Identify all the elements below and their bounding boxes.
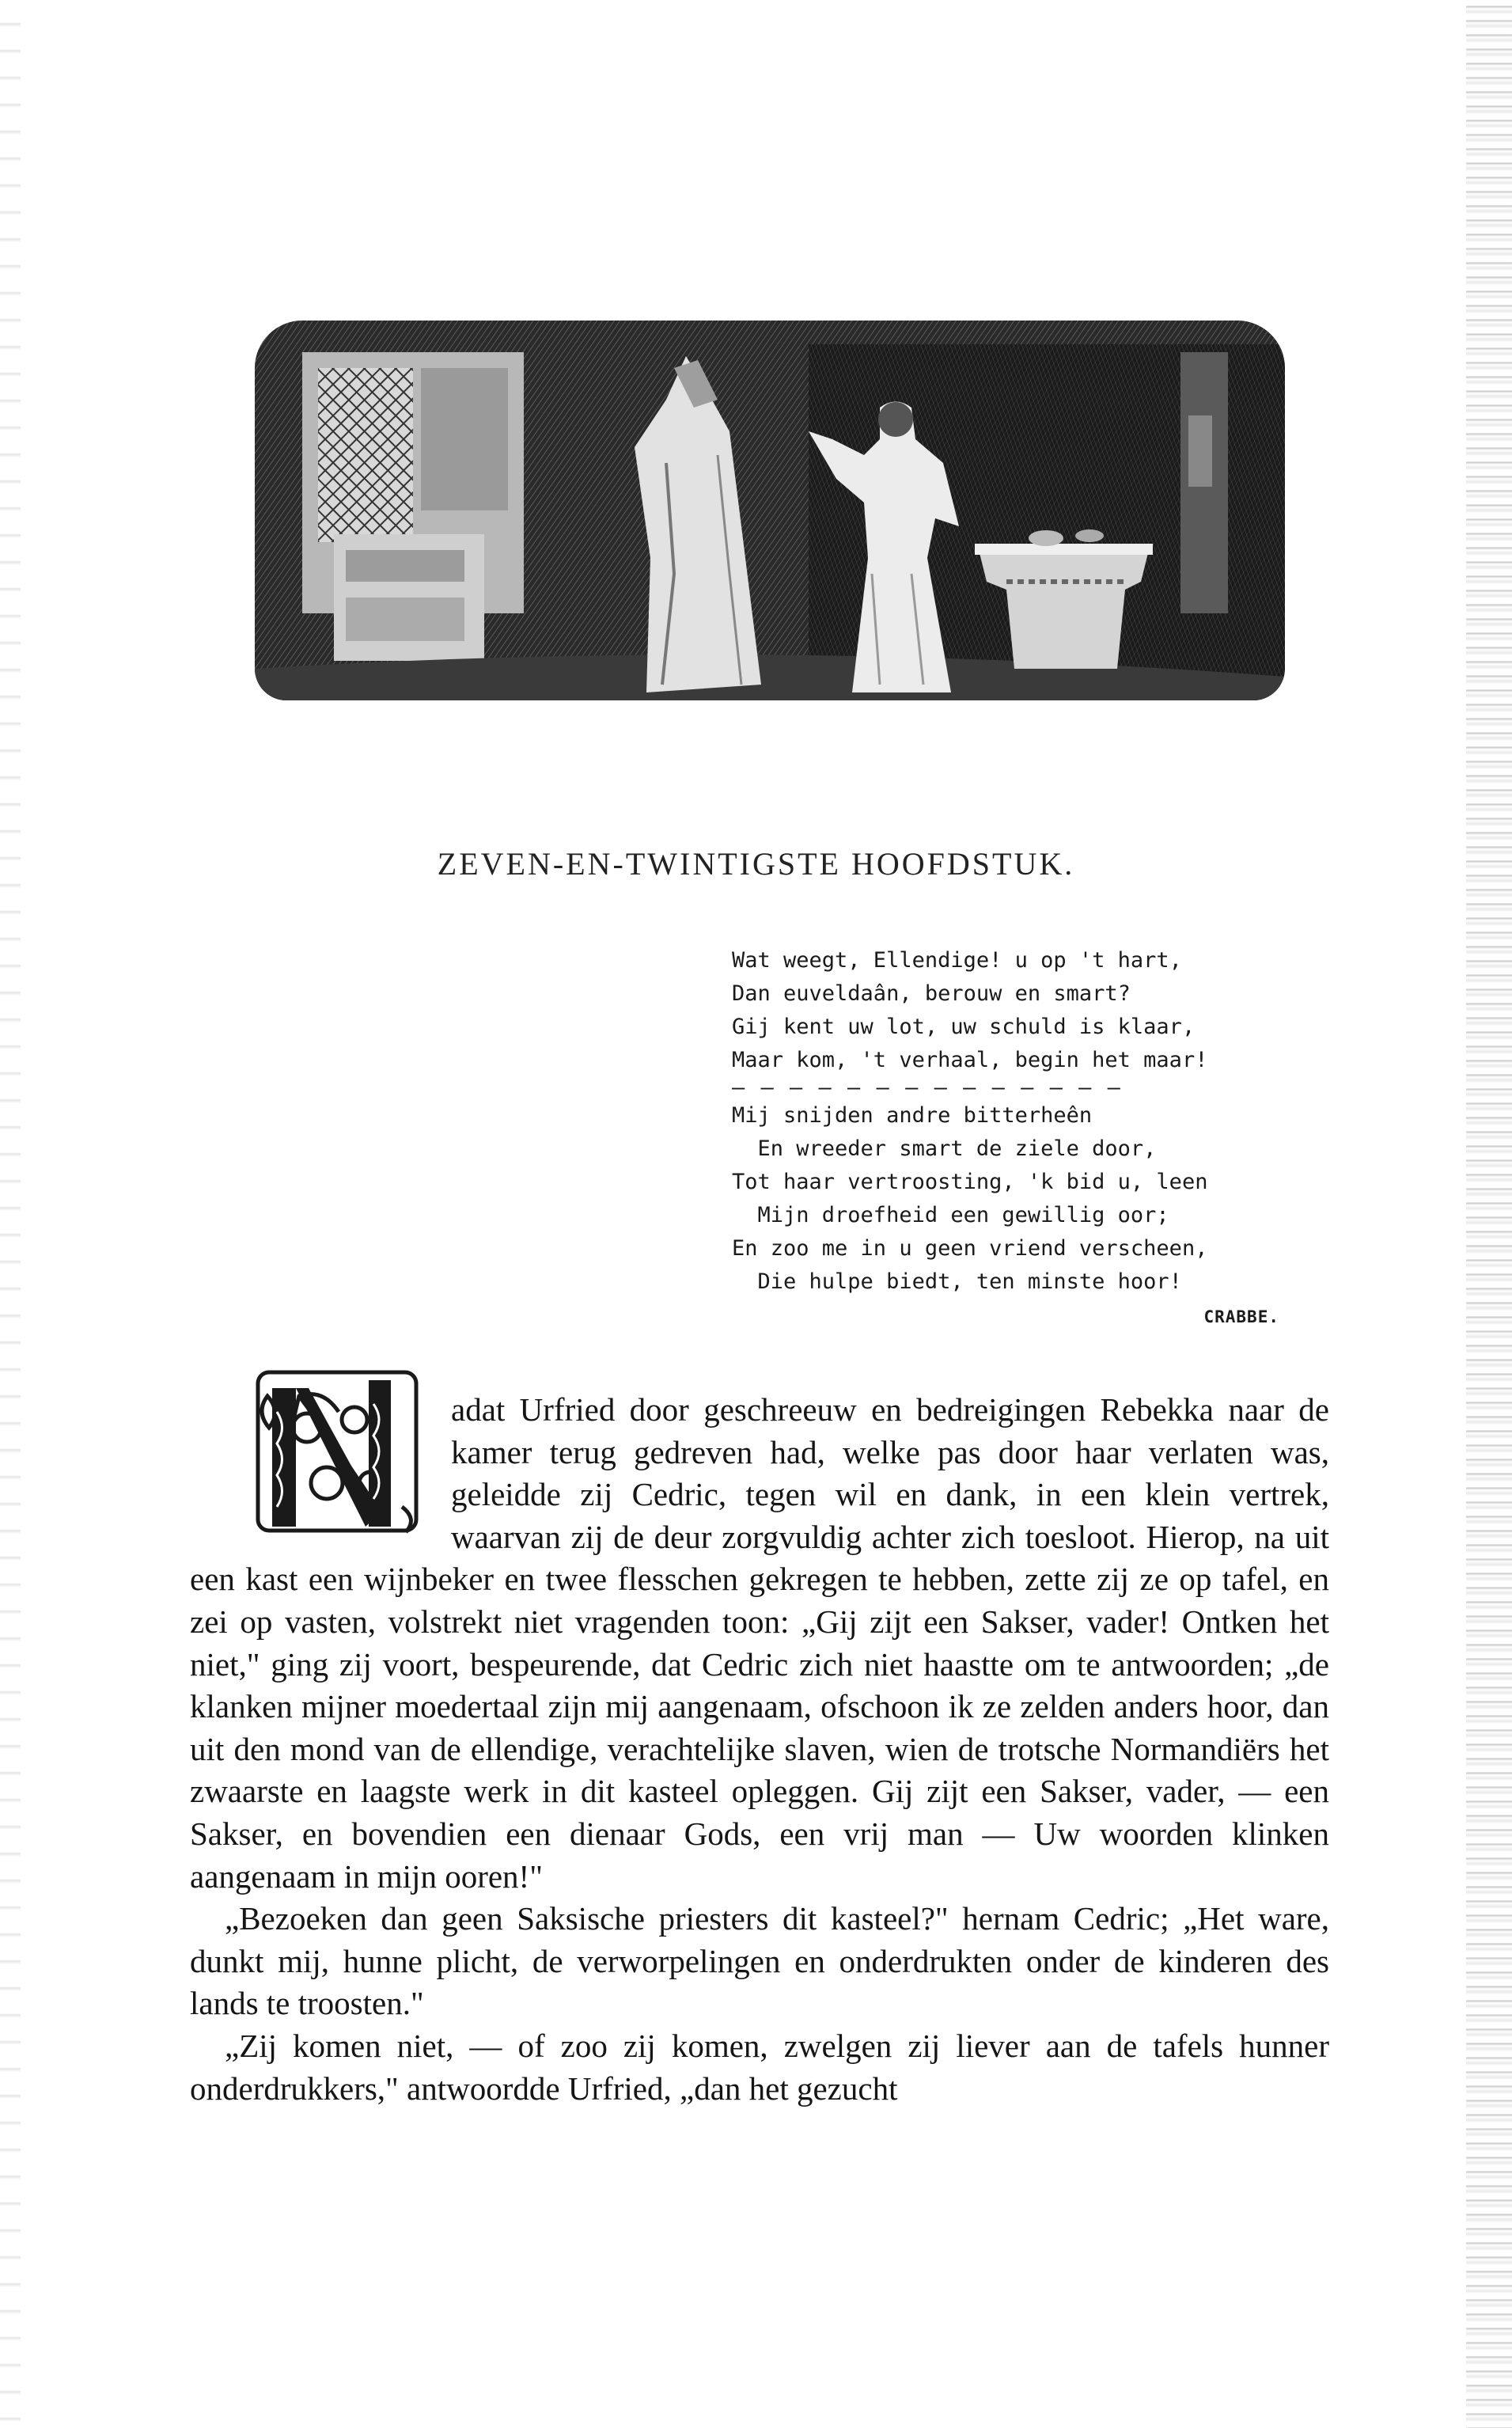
epigraph-separator: — — — — — — — — — — — — — — — [732, 1076, 1122, 1100]
epigraph-line: En zoo me in u geen vriend verscheen, — [732, 1236, 1208, 1261]
engraving-image — [255, 321, 1285, 700]
epigraph-line: Tot haar vertroosting, 'k bid u, leen — [732, 1170, 1208, 1194]
epigraph-line: En wreeder smart de ziele door, — [732, 1136, 1157, 1161]
epigraph-line: Gij kent uw lot, uw schuld is klaar, — [732, 1015, 1196, 1039]
epigraph-line: Mijn droefheid een gewillig oor; — [732, 1203, 1169, 1227]
page-left-edge — [0, 0, 21, 2428]
epigraph-source: CRABBE. — [1203, 1307, 1279, 1326]
epigraph — [732, 944, 1302, 1334]
chapter-body — [190, 1389, 1329, 2110]
page-right-edge — [1466, 0, 1512, 2428]
epigraph-line: Mij snijden andre bitterheên — [732, 1103, 1093, 1128]
epigraph-line: Die hulpe biedt, ten minste hoor! — [732, 1269, 1182, 1294]
body-paragraph: adat Urfried door geschreeuw en bedreigingen Rebekka naar de kamer terug gedreven had, welke pas door haar verlaten was, geleidde zij Cedric, tegen wil en dank, in een klein vertrek, waarvan zij de deur zorgvuldig achter zich toesloot. Hierop, na uit een kast een wijnbeker en twee flesschen gekregen te hebben, zette zij ze op tafel, en zei op vasten, volstrekt niet vragenden toon: „Gij zijt een Sakser, vader! Ontken het niet," ging zij voort, bespeurende, dat Cedric zich niet haastte om te antwoorden; „de klanken mijner moedertaal zijn mij aangenaam, ofschoon ik ze zelden anders hoor, dan uit den mond van de ellendige, verachtelijke slaven, wien de trotsche Normandiërs het zwaarste en laagste werk in dit kasteel opleggen. Gij zijt een Sakser, vader, — een Sakser, en bovendien een dienaar Gods, een vrij man — Uw woorden klinken aangenaam in mijn ooren!" — [190, 1391, 1329, 1895]
body-paragraph: „Zij komen niet, — of zoo zij komen, zwelgen zij liever aan de tafels hunner onderdrukkers," antwoordde Urfried, „dan het gezucht — [190, 2027, 1329, 2107]
epigraph-line: Wat weegt, Ellendige! u op 't hart, — [732, 948, 1182, 973]
chapter-title: ZEVEN-EN-TWINTIGSTE HOOFDSTUK. — [437, 846, 1075, 882]
chapter-illustration — [255, 321, 1285, 700]
epigraph-line: Maar kom, 't verhaal, begin het maar! — [732, 1048, 1208, 1072]
body-paragraph: „Bezoeken dan geen Saksische priesters dit kasteel?" hernam Cedric; „Het ware, dunkt mij, hunne plicht, de verworpelingen en onderdrukten onder de kinderen des lands te troosten." — [190, 1900, 1329, 2022]
epigraph-line: Dan euveldaân, berouw en smart? — [732, 981, 1131, 1006]
